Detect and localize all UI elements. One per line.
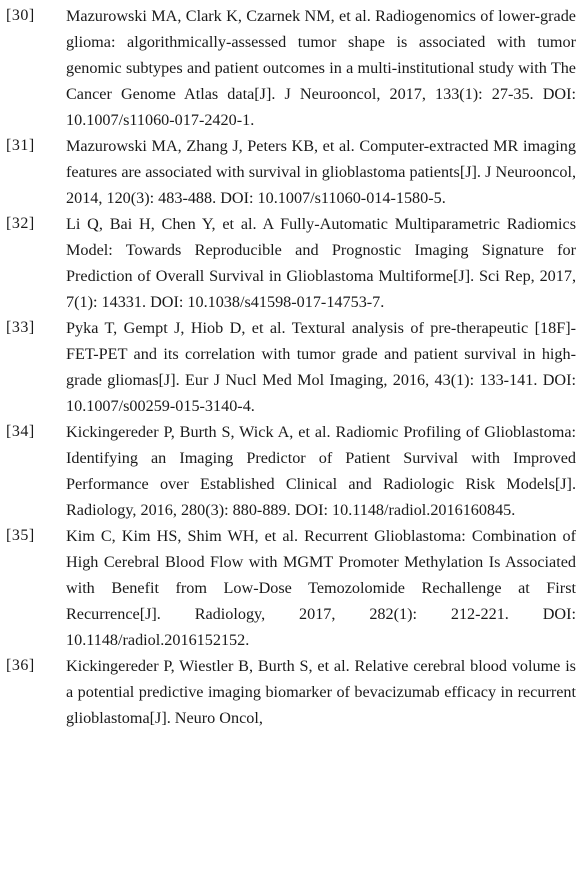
reference-text: Kickingereder P, Burth S, Wick A, et al. Radiomic Profiling of Glioblastoma: Identifying an Imaging Predictor of Patient Survival with Improved Performance over Established Clinical and Radiologic Risk Models[J]. Radiology, 2016, 280(3): 880-889. DOI: 10.1148/radiol.2016160845. [66, 423, 576, 519]
reference-item-31 [6, 133, 576, 211]
reference-item-32 [6, 211, 576, 315]
reference-number: [30] [6, 7, 35, 24]
reference-item-33 [6, 315, 576, 419]
reference-number: [33] [6, 319, 35, 336]
reference-text: Mazurowski MA, Zhang J, Peters KB, et al. Computer-extracted MR imaging features are associated with survival in glioblastoma patients[J]. J Neurooncol, 2014, 120(3): 483-488. DOI: 10.1007/s11060-014-1580-5. [66, 137, 576, 207]
reference-text: Kickingereder P, Wiestler B, Burth S, et al. Relative cerebral blood volume is a potential predictive imaging biomarker of bevacizumab efficacy in recurrent glioblastoma[J]. Neuro Oncol, [66, 657, 576, 727]
reference-text: Mazurowski MA, Clark K, Czarnek NM, et al. Radiogenomics of lower-grade glioma: algorithmically-assessed tumor shape is associated with tumor genomic subtypes and patient outcomes in a multi-institutional study with The Cancer Genome Atlas data[J]. J Neurooncol, 2017, 133(1): 27-35. DOI: 10.1007/s11060-017-2420-1. [66, 7, 576, 129]
reference-item-34 [6, 419, 576, 523]
reference-number: [32] [6, 215, 35, 232]
reference-item-36 [6, 653, 576, 731]
reference-number: [34] [6, 423, 35, 440]
reference-number: [35] [6, 527, 35, 544]
reference-item-30 [6, 3, 576, 133]
reference-number: [31] [6, 137, 35, 154]
reference-text: Pyka T, Gempt J, Hiob D, et al. Textural analysis of pre-therapeutic [18F]-FET-PET and its correlation with tumor grade and patient survival in high-grade gliomas[J]. Eur J Nucl Med Mol Imaging, 2016, 43(1): 133-141. DOI: 10.1007/s00259-015-3140-4. [66, 319, 576, 415]
reference-number: [36] [6, 657, 35, 674]
reference-text: Kim C, Kim HS, Shim WH, et al. Recurrent Glioblastoma: Combination of High Cerebral Blood Flow with MGMT Promoter Methylation Is Associated with Benefit from Low-Dose Temozolomide Rechallenge at First Recurrence[J]. Radiology, 2017, 282(1): 212-221. DOI: 10.1148/radiol.2016152152. [66, 527, 576, 649]
reference-text: Li Q, Bai H, Chen Y, et al. A Fully-Automatic Multiparametric Radiomics Model: Towards Reproducible and Prognostic Imaging Signature for Prediction of Overall Survival in Glioblastoma Multiforme[J]. Sci Rep, 2017, 7(1): 14331. DOI: 10.1038/s41598-017-14753-7. [66, 215, 576, 311]
reference-item-35 [6, 523, 576, 653]
